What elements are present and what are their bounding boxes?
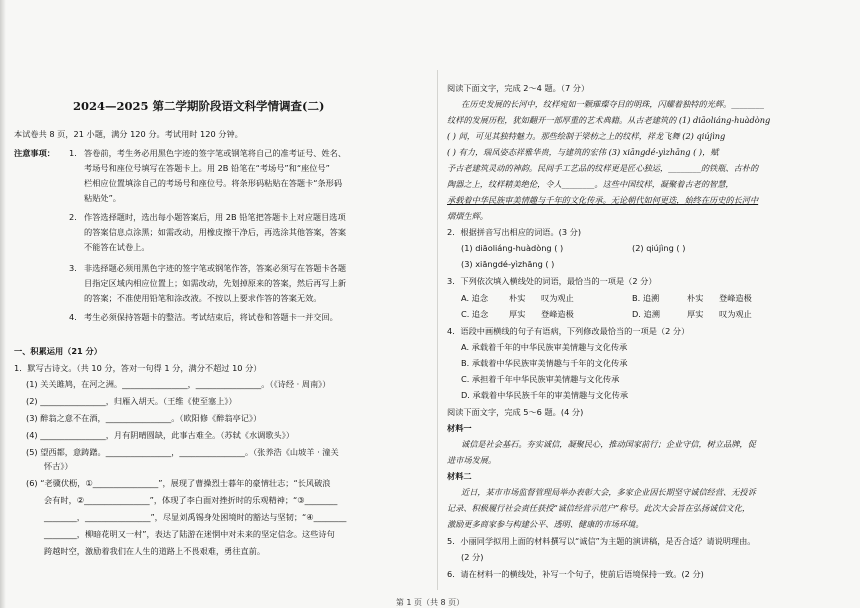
material-2-label: 材料二 xyxy=(447,471,472,481)
question-4-stem: 4．语段中画横线的句子有语病，下列修改最恰当的一项是（2 分） xyxy=(447,326,690,336)
q1-item-6-l5: 跨越时空，激励着我们在人生的道路上不畏艰难，勇往直前。 xyxy=(44,546,266,556)
page-edge-shadow xyxy=(0,0,6,608)
exam-page: 2024—2025 第二学期阶段语文科学情调查(二) 本试卷共 8 页，21 小题，满分 120 分。考试用时 120 分钟。 注意事项： 1. 答卷前，考生务必用黑色字迹的签字笔或钢笔将自己的准考证号、姓名、 考场号和座位号填写在答题卡上。用 2B 铅笔在“考场号”和“座位号” 栏相应位置填涂自己的考场号和座位号。将条形码粘贴在答题卡“条形码 粘贴处”。 2. 作答选择题时，选出每小题答案后，用 2B 铅笔把答题卡上对应题目选项 的答案信息点涂黑；如需改动，用橡皮擦干净后，再选涂其他答案，答案 不能答在试卷上。 3. 非选择题必须用黑色字迹的签字笔或钢笔作答，答案必须写在答题卡各题 目指定区域内相应位置上；如需改动，先划掉原来的答案，然后再写上新 的答案；不准使用铅笔和涂改液。不按以上要求作答的答案无效。 4. 考生必须保持答题卡的整洁。考试结束后，将试卷和答题卡一并交回。 一、积累运用（21 分） 1．默写古诗文。（共 10 分，答对一句得 1 分，满分不超过 10 分） (1) 关关雎鸠，在河之洲。________________，________________。（《诗经 · 周南》） (2) ________________，归雁入胡天。（王维《使至塞上》） (3) 醉翁之意不在酒，________________。（欧阳修《醉翁亭记》） (4) ________________，月有阴晴圆缺，此事古难全。（苏轼《水调歌头》） (5) 望西都，意踌躇。________________，________________。（张养浩《山坡羊 · 潼关 怀古》） (6) “老骥伏枥，①________________”，展现了曹操烈士暮年的豪情壮志；“长风破浪 会有时，②________________”，体现了李白面对挫折时的乐观精神；“③________ ________，________________”，尽显刘禹锡身处困境时的豁达与坚韧；“④________ ________，柳暗花明又一村”，表达了陆游在迷惘中对未来的坚定信念。这些诗句 跨越时空，激励着我们在人生的道路上不畏艰难，勇往直前。 阅读下面文字，完成 2～4 题。（7 分） 在历史发展的长河中，纹样宛如一颗璀璨夺目的明珠，闪耀着独特的光辉。________ 纹样的发展历程，犹如翻开一部厚重的艺术典籍。从古老建筑的 (1) diāoliáng-huàdòng ( ) 间，可见其独特魅力。那些绘制于梁枋之上的纹样，祥龙飞舞 (2) qiújìng ( ) 有力，瑞凤姿态祥雅华贵，与建筑的宏伟 (3) xiāngdé-yìzhāng ( )，赋 予古老建筑灵动的神韵。民间手工艺品的纹样更是匠心独运，________的铁瓶、古朴的 陶器之上，纹样精美绝伦，令人________。这些中国纹样，凝聚着古老的智慧， 承载着中华民族审美情趣与千年的文化传承。无论朝代如何更迭，始终在历史的长河中 熠熠生辉。 2．根据拼音写出相应的词语。(3 分) (1) diāoliáng-huàdòng ( ) (2) qiújìng ( ) (3) xiāngdé-yìzhāng ( ) 3．下列依次填入横线处的词语，最恰当的一项是（2 分） A. 追念 朴实 叹为观止 B. 追溯 朴实 登峰造极 C. 追念 厚实 登峰造极 D. 追溯 厚实 叹为观止 4．语段中画横线的句子有语病，下列修改最恰当的一项是（2 分） A. 承载着千年的中华民族审美情趣与文化传承 B. 承载着中华民族审美情趣与千年的文化传承 C. 承担着千年中华民族审美情趣与文化传承 D. 承载着中华民族千年的审美情趣与文化传承 阅读下面文字，完成 5～6 题。(4 分) 材料一 诚信是社会基石。夯实诚信，凝聚民心，推动国家前行；企业守信，树立品牌，促 进市场发展。 材料二 近日，某市市场监督管理局举办表彰大会，多家企业因长期坚守诚信经营、无投诉 记录、积极履行社会责任获授“诚信经营示范户”称号。此次大会旨在弘扬诚信文化， 激励更多商家参与构建公平、透明、健康的市场环境。 5．小丽同学拟用上面的材料撰写以“诚信”为主题的演讲稿，是否合适？请说明理由。 (2 分) 6．请在材料一的横线处，补写一个句子，使前后语境保持一致。(2 分) 第 1 页（共 8 页） xyxy=(0,0,860,608)
material-1-line-1: 诚信是社会基石。夯实诚信，凝聚民心，推动国家前行；企业守信，树立品牌，促 xyxy=(461,439,756,449)
q1-item-6-l4: ________，柳暗花明又一村”，表达了陆游在迷惘中对未来的坚定信念。这些诗句 xyxy=(44,529,335,539)
passage1-line-3: ( ) 间，可见其独特魅力。那些绘制于梁枋之上的纹样，祥龙飞舞 (2) qiújìng xyxy=(447,131,726,141)
exam-title: 2024—2025 第二学期阶段语文科学情调查(二) xyxy=(73,99,325,113)
q2-answer-1: (1) diāoliáng-huàdòng ( ) xyxy=(461,243,564,253)
passage1-line-7-underlined: 承载着中华民族审美情趣与千年的文化传承。无论朝代如何更迭，始终在历史的长河中 xyxy=(447,195,759,205)
question-2-stem: 2．根据拼音写出相应的词语。(3 分) xyxy=(447,227,582,237)
q1-item-5: (5) 望西都，意踌躇。________________，________________。（张养浩《山坡羊 · 潼关 xyxy=(26,447,339,457)
question-3-stem: 3．下列依次填入横线处的词语，最恰当的一项是（2 分） xyxy=(447,276,657,286)
notice-label: 注意事项： xyxy=(14,148,55,158)
page-footer: 第 1 页（共 8 页） xyxy=(395,598,465,607)
question-5-points: (2 分) xyxy=(461,552,484,562)
material-2-line-1: 近日，某市市场监督管理局举办表彰大会，多家企业因长期坚守诚信经营、无投诉 xyxy=(461,487,756,497)
q4-option-b: B. 承载着中华民族审美情趣与千年的文化传承 xyxy=(461,358,628,368)
passage1-line-2: 纹样的发展历程，犹如翻开一部厚重的艺术典籍。从古老建筑的 (1) diāoliáng-huàdòng xyxy=(447,115,771,125)
material-2-line-2: 记录、积极履行社会责任获授“诚信经营示范户”称号。此次大会旨在弘扬诚信文化， xyxy=(447,503,751,513)
q1-item-6: (6) “老骥伏枥，①________________”，展现了曹操烈士暮年的豪情壮志；“长风破浪 xyxy=(26,478,331,488)
question-5-stem: 5．小丽同学拟用上面的材料撰写以“诚信”为主题的演讲稿，是否合适？请说明理由。 xyxy=(447,536,756,546)
passage1-line-6: 陶器之上，纹样精美绝伦，令人________。这些中国纹样，凝聚着古老的智慧， xyxy=(447,179,734,189)
q4-option-d: D. 承载着中华民族千年的审美情趣与文化传承 xyxy=(461,390,629,400)
passage1-line-4: ( ) 有力，瑞凤姿态祥雅华贵，与建筑的宏伟 (3) xiāngdé-yìzhāng ( )，赋 xyxy=(447,147,719,157)
q1-item-6-l2: 会有时，②________________”，体现了李白面对挫折时的乐观精神；“③________ xyxy=(44,495,338,505)
q1-item-1: (1) 关关雎鸠，在河之洲。________________，________________。（《诗经 · 周南》） xyxy=(26,379,331,389)
passage2-intro: 阅读下面文字，完成 5～6 题。(4 分) xyxy=(447,407,584,417)
material-1-line-2: 进市场发展。 xyxy=(447,455,497,465)
question-6-stem: 6．请在材料一的横线处，补写一个句子，使前后语境保持一致。(2 分) xyxy=(447,569,704,579)
question-1-stem: 1．默写古诗文。（共 10 分，答对一句得 1 分，满分不超过 10 分） xyxy=(14,363,262,373)
passage1-intro: 阅读下面文字，完成 2～4 题。（7 分） xyxy=(447,83,590,93)
q2-answer-2: (2) qiújìng ( ) xyxy=(632,243,686,253)
q4-option-a: A. 承载着千年的中华民族审美情趣与文化传承 xyxy=(461,342,628,352)
q1-item-4: (4) ________________，月有阴晴圆缺，此事古难全。（苏轼《水调歌头》） xyxy=(26,430,295,440)
material-1-label: 材料一 xyxy=(447,423,472,433)
passage1-line-8: 熠熠生辉。 xyxy=(447,211,488,221)
passage1-line-5: 予古老建筑灵动的神韵。民间手工艺品的纹样更是匠心独运，________的铁瓶、古朴的 xyxy=(447,163,759,173)
q1-item-3: (3) 醉翁之意不在酒，________________。（欧阳修《醉翁亭记》） xyxy=(26,413,262,423)
column-divider xyxy=(437,70,438,590)
q1-item-5-cont: 怀古》） xyxy=(44,461,73,471)
q1-item-6-l3: ________，________________”，尽显刘禹锡身处困境时的豁达与坚韧；“④________ xyxy=(44,512,347,522)
q1-item-2: (2) ________________，归雁入胡天。（王维《使至塞上》） xyxy=(26,396,237,406)
section1-heading: 一、积累运用（21 分） xyxy=(14,346,102,356)
q4-option-c: C. 承担着千年中华民族审美情趣与文化传承 xyxy=(461,374,620,384)
material-2-line-3: 激励更多商家参与构建公平、透明、健康的市场环境。 xyxy=(447,519,644,529)
q2-answer-3: (3) xiāngdé-yìzhāng ( ) xyxy=(461,259,555,269)
intro-line: 本试卷共 8 页，21 小题，满分 120 分。考试用时 120 分钟。 xyxy=(14,129,243,139)
passage1-line-1: 在历史发展的长河中，纹样宛如一颗璀璨夺目的明珠，闪耀着独特的光辉。________ xyxy=(461,99,764,109)
